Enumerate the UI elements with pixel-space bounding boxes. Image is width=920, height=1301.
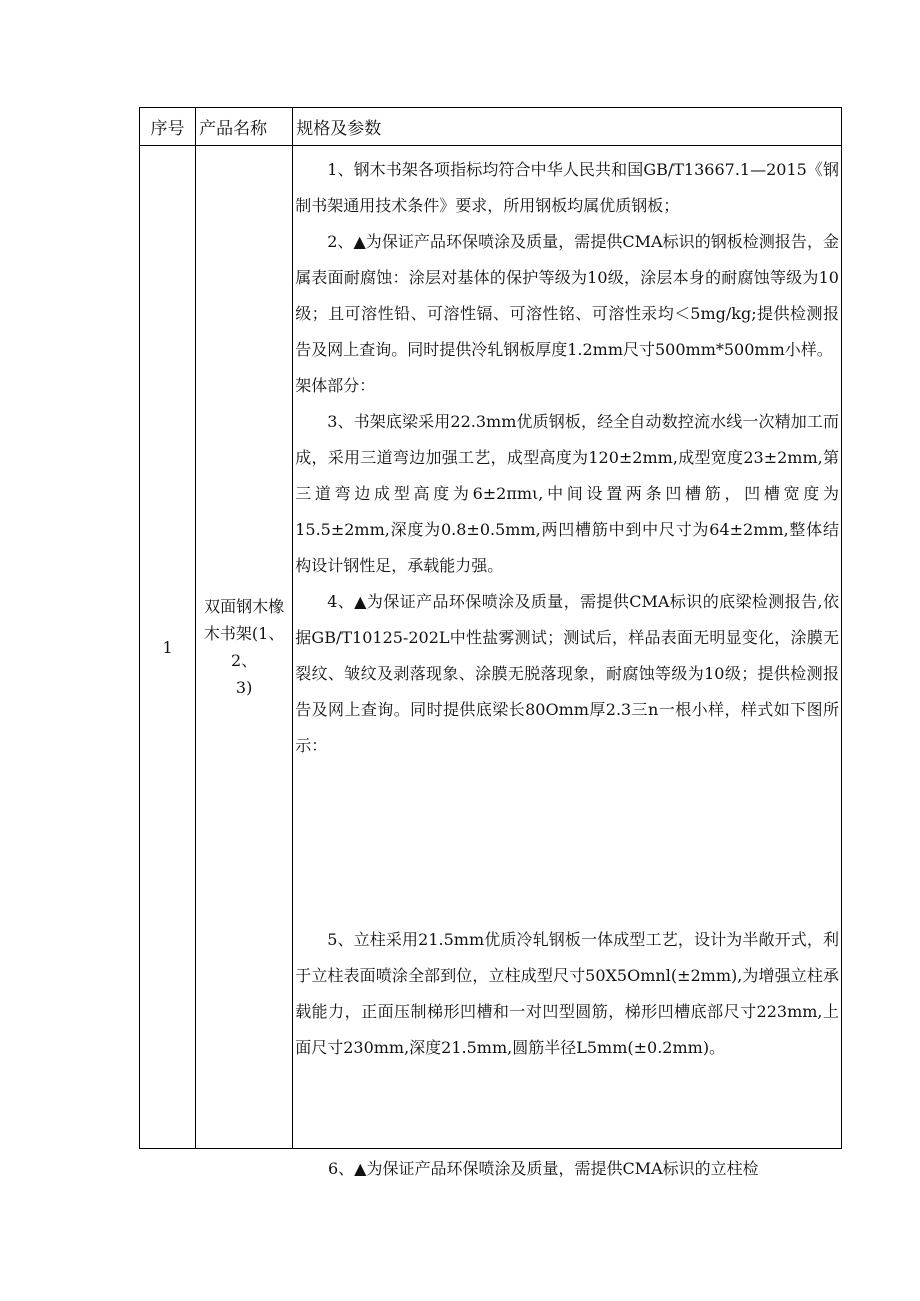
row-number: 1 [140,146,196,1149]
product-name-line: 双面钢木橡 [204,597,285,616]
spec-paragraph-5: 5、立柱采用21.5mm优质冷轧钢板一体成型工艺，设计为半敞开式，利于立柱表面喷涂全部到位，立柱成型尺寸50X5Omnl(±2mm),为增强立柱承载能力，正面压制梯形凹槽和一对凹型圆筋，梯形凹槽底部尺寸223mm,上面尺寸230mm,深度21.5mm,圆筋半径L5mm(±0.2mm)。 [295,930,839,1057]
spec-table [139,107,842,1149]
header-name: 产品名称 [196,108,293,146]
table-row [140,146,842,1149]
header-no: 序号 [140,108,196,146]
spec-paragraph-1: 1、钢木书架各项指标均符合中华人民共和国GB/T13667.1—2015《钢制书架通用技术条件》要求，所用钢板均属优质钢板； [295,160,839,215]
product-name [196,146,293,1149]
header-row [140,108,842,146]
section-heading-frame: 架体部分： [295,376,376,395]
spec-paragraph-4: 4、▲为保证产品环保喷涂及质量，需提供CMA标识的底梁检测报告,依据GB/T10125-202L中性盐雾测试；测试后，样品表面无明显变化，涂膜无裂纹、皱纹及剥落现象、涂膜无脱落现象，耐腐蚀等级为10级；提供检测报告及网上查询。同时提供底梁长80Omm厚2.3三n一根小样，样式如下图所示： [295,592,839,755]
spec-cell [293,146,842,1149]
product-name-line: 木书架(1、 [203,624,285,643]
header-spec: 规格及参数 [293,108,842,146]
spec-paragraph-2: 2、▲为保证产品环保喷涂及质量，需提供CMA标识的钢板检测报告，金属表面耐腐蚀：涂层对基体的保护等级为10级，涂层本身的耐腐蚀等级为10级；且可溶性铅、可溶性镉、可溶性铭、可溶性汞均＜5mg/kg;提供检测报告及网上查询。同时提供冷轧钢板厚度1.2mm尺寸500mm*500mm小样。 [295,232,839,359]
sample-image-placeholder [295,764,839,922]
product-name-line: 3) [235,678,253,697]
spec-paragraph-3: 3、书架底梁采用22.3mm优质钢板，经全自动数控流水线一次精加工而成，采用三道弯边加强工艺，成型高度为120±2mm,成型宽度23±2mm,第三道弯边成型高度为6±2πmι,中间设置两条凹槽筋，凹槽宽度为15.5±2mm,深度为0.8±0.5mm,两凹槽筋中到中尺寸为64±2mm,整体结构设计钢性足，承载能力强。 [295,412,839,575]
product-name-line: 2、 [231,651,258,670]
continuation-paragraph: 6、▲为保证产品环保喷涂及质量，需提供CMA标识的立柱检 [328,1159,759,1178]
